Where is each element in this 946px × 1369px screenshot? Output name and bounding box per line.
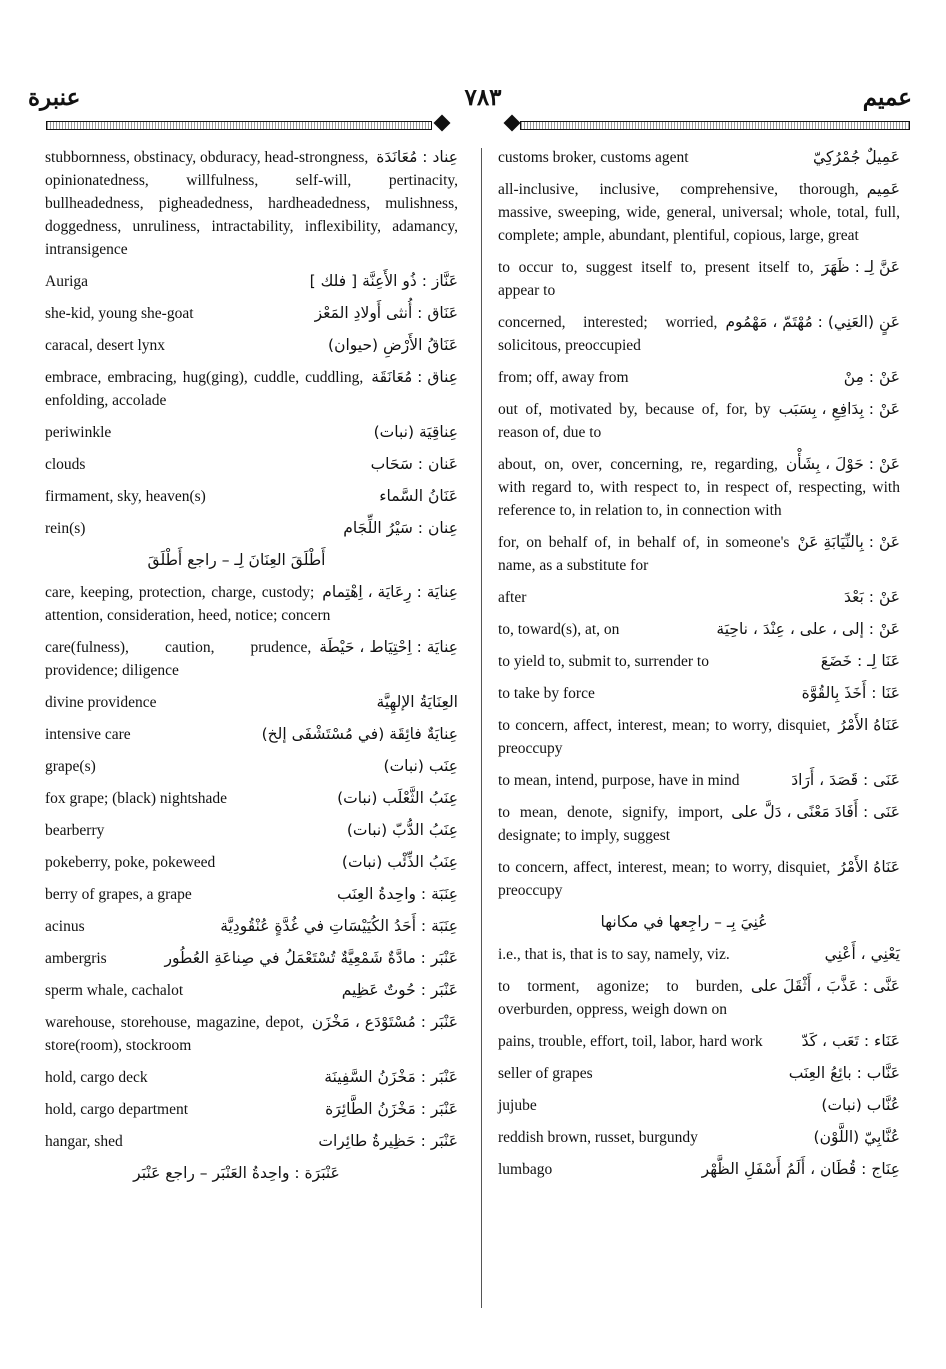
- arabic-headword: أَطْلَقَ العِنَانَ لِـ – راجع أَطْلَقَ: [147, 551, 326, 569]
- arabic-headword: عِناقِيَة (نبات): [373, 423, 458, 441]
- arabic-headword: عِنايَة : رِعَايَة ، اِهْتِمام: [322, 583, 458, 601]
- arabic-headword: عِناق : مُعَانَقَة: [371, 368, 458, 386]
- dictionary-entry: [45, 421, 458, 444]
- dictionary-entry: [498, 769, 900, 792]
- english-definition: hold, cargo deck: [45, 1069, 148, 1086]
- english-definition: out of, motivated by, because of, for, by reason of, due to: [498, 401, 771, 441]
- english-definition: to concern, affect, interest, mean; to worry, disquiet, preoccupy: [498, 859, 831, 899]
- header-right-guide-word: عميم: [862, 84, 912, 111]
- dictionary-entry: [45, 270, 458, 293]
- english-definition: acinus: [45, 918, 85, 935]
- header-rule-right: [520, 121, 910, 130]
- english-definition: fox grape; (black) nightshade: [45, 790, 228, 807]
- arabic-headword: عَنَّى : عَذَّبَ ، أَثْقَلَ على: [750, 977, 900, 995]
- english-definition: to torment, agonize; to burden, overburden, oppress, weigh down on: [498, 978, 743, 1018]
- arabic-headword: يَعْنِي ، أَعْنِي: [824, 945, 900, 963]
- arabic-headword: عَنْ : حَوْلَ ، بِشَأْن: [785, 455, 900, 473]
- dictionary-entry: [45, 851, 458, 874]
- arabic-headword: عَنْبَر : مادَّةٌ شَمْعِيَّةٌ تُسْتَعْمَلُ في صِناعَةِ العُطُور: [164, 949, 458, 967]
- english-definition: i.e., that is, that is to say, namely, viz.: [498, 946, 730, 963]
- arabic-headword: العِنَايَةُ الإلهِيَّة: [376, 693, 458, 711]
- arabic-headword: عَنْبَر : مُسْتَوْدَع ، مَخْزَن: [311, 1013, 458, 1031]
- dictionary-entry: [498, 1030, 900, 1053]
- arabic-headword: عَنْ : بِدَافِعِ ، بِسَبَب: [778, 400, 900, 418]
- english-definition: embrace, embracing, hug(ging), cuddle, cuddling, enfolding, accolade: [45, 369, 364, 409]
- arabic-headword: عَنْ : بِالنِّيَابَةِ عَنْ: [797, 533, 900, 551]
- dictionary-entry: [45, 947, 458, 970]
- dictionary-entry: [498, 311, 900, 357]
- arabic-headword: عَنَاهُ الأَمْرُ: [838, 858, 900, 876]
- english-definition: to concern, affect, interest, mean; to worry, disquiet, preoccupy: [498, 717, 831, 757]
- dictionary-entry: [45, 1162, 458, 1185]
- arabic-headword: عَنَا لِـ : خَضَعَ: [820, 652, 900, 670]
- dictionary-entry: [498, 146, 900, 169]
- english-definition: to, toward(s), at, on: [498, 621, 620, 638]
- english-definition: pains, trouble, effort, toil, labor, hard work: [498, 1033, 763, 1050]
- dictionary-entry: [45, 1130, 458, 1153]
- dictionary-entry: [498, 256, 900, 302]
- right-column: [498, 146, 900, 1190]
- arabic-headword: عَنْبَر : مَخْزَنُ الطَّائِرَة: [325, 1100, 458, 1118]
- header-ornament-right: [504, 115, 521, 132]
- left-column: [45, 146, 458, 1194]
- dictionary-entry: [45, 366, 458, 412]
- arabic-headword: عِنَبُ الدُّبّ (نبات): [346, 821, 458, 839]
- arabic-headword: عَمِيم: [866, 180, 900, 198]
- arabic-headword: عَنْبَرَة : واحِدةُ العَنْبَر – راجع عَنْبَر: [133, 1164, 340, 1182]
- english-definition: bearberry: [45, 822, 105, 839]
- dictionary-entry: [498, 801, 900, 847]
- arabic-headword: عَنَاق : أُنثى أَولادِ المَعْز: [314, 304, 458, 322]
- dictionary-entry: [498, 975, 900, 1021]
- dictionary-entry: [45, 755, 458, 778]
- arabic-headword: عِناد : مُعَانَدَة: [376, 148, 458, 166]
- english-definition: to occur to, suggest itself to, present itself to, appear to: [498, 259, 814, 299]
- dictionary-entry: [498, 1062, 900, 1085]
- dictionary-entry: [498, 911, 900, 934]
- english-definition: warehouse, storehouse, magazine, depot, store(room), stockroom: [45, 1014, 304, 1054]
- arabic-headword: عَنَانُ السَّماء: [379, 487, 458, 505]
- english-definition: hangar, shed: [45, 1133, 123, 1150]
- dictionary-entry: [498, 1094, 900, 1117]
- arabic-headword: عَنْبَر : حُوتٌ عَظِيم: [341, 981, 458, 999]
- dictionary-entry: [45, 1011, 458, 1057]
- arabic-headword: عِنَبَة : أَحَدُ الكُيَيْسَاتِ في غُدَّةٍ عُنْقُودِيَّة: [220, 917, 458, 935]
- english-definition: divine providence: [45, 694, 157, 711]
- english-definition: firmament, sky, heaven(s): [45, 488, 206, 505]
- dictionary-entry: [45, 787, 458, 810]
- dictionary-entry: [45, 691, 458, 714]
- english-definition: lumbago: [498, 1161, 553, 1178]
- arabic-headword: عِنَاج : قُطَان ، أَلَمُ أَسْفَلِ الظَّهْر: [701, 1160, 900, 1178]
- header-left-guide-word: عنبرة: [28, 84, 81, 111]
- arabic-headword: عَنْ : بَعْدَ: [843, 588, 900, 606]
- dictionary-entry: [498, 1158, 900, 1181]
- dictionary-entry: [498, 682, 900, 705]
- english-definition: care, keeping, protection, charge, custody; attention, consideration, heed, notice; concern: [45, 584, 331, 624]
- arabic-headword: عِنان : سَيْرُ اللِّجَام: [343, 519, 458, 537]
- dictionary-entry: [498, 943, 900, 966]
- dictionary-entry: [498, 366, 900, 389]
- dictionary-entry: [498, 714, 900, 760]
- dictionary-entry: [498, 586, 900, 609]
- dictionary-entry: [498, 531, 900, 577]
- english-definition: after: [498, 589, 527, 606]
- arabic-headword: عُنِيَ بِـ – راجِعها في مكانها: [600, 913, 768, 931]
- dictionary-entry: [45, 636, 458, 682]
- arabic-headword: عَنَى : قَصَدَ ، أَرَادَ: [791, 771, 900, 789]
- english-definition: to take by force: [498, 685, 595, 702]
- arabic-headword: عَنَى : أَفَادَ مَعْنًى ، دَلَّ على: [731, 803, 900, 821]
- dictionary-entry: [45, 485, 458, 508]
- english-definition: customs broker, customs agent: [498, 149, 689, 166]
- dictionary-entry: [498, 1126, 900, 1149]
- english-definition: intensive care: [45, 726, 131, 743]
- english-definition: to yield to, submit to, surrender to: [498, 653, 709, 670]
- dictionary-entry: [45, 549, 458, 572]
- english-definition: rein(s): [45, 520, 86, 537]
- dictionary-entry: [45, 723, 458, 746]
- arabic-headword: عِنَب (نبات): [383, 757, 458, 775]
- english-definition: sperm whale, cachalot: [45, 982, 184, 999]
- arabic-headword: عِنَبَة : واحِدةُ العِنَب: [337, 885, 458, 903]
- header-rule-left: [46, 121, 432, 130]
- dictionary-entry: [45, 979, 458, 1002]
- dictionary-entry: [45, 581, 458, 627]
- arabic-headword: عِنَبُ الثَّعْلَب (نبات): [337, 789, 458, 807]
- dictionary-entry: [498, 856, 900, 902]
- arabic-headword: عَنَاهُ الأَمْرُ: [838, 716, 900, 734]
- english-definition: jujube: [498, 1097, 537, 1114]
- arabic-headword: عَنَاقُ الأَرْضِ (حيوان): [328, 336, 458, 354]
- arabic-headword: عِنَبُ الذِّئْب (نبات): [341, 853, 458, 871]
- english-definition: care(fulness), caution, prudence, providence; diligence: [45, 639, 312, 679]
- column-divider: [481, 148, 482, 1308]
- arabic-headword: عَنٍ (العَنِي) : مُهْتَمّ ، مَهْمُوم: [725, 313, 900, 331]
- arabic-headword: عَنْبَر : حَظِيرةُ طائِرات: [318, 1132, 458, 1150]
- english-definition: pokeberry, poke, pokeweed: [45, 854, 216, 871]
- header-ornament-left: [434, 115, 451, 132]
- english-definition: concerned, interested; worried, solicitous, preoccupied: [498, 314, 718, 354]
- page-number: ٧٨٣: [464, 84, 502, 111]
- english-definition: Auriga: [45, 273, 89, 290]
- arabic-headword: عَنْ : مِنْ: [843, 368, 900, 386]
- dictionary-entry: [498, 650, 900, 673]
- dictionary-entry: [45, 915, 458, 938]
- arabic-headword: عَنان : سَحَاب: [370, 455, 458, 473]
- dictionary-entry: [498, 178, 900, 247]
- arabic-headword: عُنَّابِيّ (اللَّوْن): [813, 1128, 900, 1146]
- arabic-headword: عِنايَةٌ فائِقَة (في مُسْتَشْفَى إلخ): [261, 725, 458, 743]
- arabic-headword: عَنَاء : تَعَب ، كَدّ: [801, 1032, 900, 1050]
- english-definition: hold, cargo department: [45, 1101, 189, 1118]
- english-definition: she-kid, young she-goat: [45, 305, 194, 322]
- english-definition: all-inclusive, inclusive, comprehensive, thorough, massive, sweeping, wide, general, universal; whole, total, full, complete; ample, abundant, plentiful, copious, large, great: [498, 181, 900, 244]
- arabic-headword: عَنَّ لِـ : ظَهَرَ: [821, 258, 900, 276]
- dictionary-entry: [45, 146, 458, 261]
- dictionary-entry: [45, 302, 458, 325]
- english-definition: periwinkle: [45, 424, 112, 441]
- english-definition: to mean, denote, signify, import, designate; to imply, suggest: [498, 804, 724, 844]
- english-definition: reddish brown, russet, burgundy: [498, 1129, 698, 1146]
- english-definition: stubbornness, obstinacy, obduracy, head-strongness, opinionatedness, willfulness, self-will, pertinacity, bullheadedness, pigheadedness, hardheadedness, mulishness, doggedness, unruliness, intractability, inflexibility, adamancy, intransigence: [45, 149, 458, 258]
- english-definition: berry of grapes, a grape: [45, 886, 192, 903]
- english-definition: caracal, desert lynx: [45, 337, 166, 354]
- arabic-headword: عَنَّاب : بائِعُ العِنَب: [788, 1064, 900, 1082]
- dictionary-entry: [45, 1066, 458, 1089]
- arabic-headword: عَنَا : أَخَذَ بِالقُوَّة: [801, 684, 900, 702]
- dictionary-entry: [45, 819, 458, 842]
- dictionary-entry: [45, 334, 458, 357]
- english-definition: ambergris: [45, 950, 107, 967]
- dictionary-entry: [45, 883, 458, 906]
- dictionary-entry: [498, 453, 900, 522]
- english-definition: for, on behalf of, in behalf of, in someone's name, as a substitute for: [498, 534, 790, 574]
- english-definition: about, on, over, concerning, re, regarding, with regard to, with respect to, in respect of, respecting, with reference to, in relation to, in connection with: [498, 456, 900, 519]
- arabic-headword: عَمِيلٌ جُمْرُكِيّ: [813, 148, 900, 166]
- english-definition: clouds: [45, 456, 86, 473]
- dictionary-entry: [45, 453, 458, 476]
- dictionary-entry: [45, 1098, 458, 1121]
- english-definition: seller of grapes: [498, 1065, 593, 1082]
- arabic-headword: عِنايَة : اِحْتِيَاط ، حَيْطَة: [319, 638, 458, 656]
- english-definition: grape(s): [45, 758, 96, 775]
- arabic-headword: عَنَّاز : ذُو الأَعِنَّة [ فلك ]: [309, 272, 458, 290]
- arabic-headword: عَنْ : إلى ، على ، عِنْدَ ، ناحِيَة: [716, 620, 900, 638]
- dictionary-entry: [45, 517, 458, 540]
- arabic-headword: عَنْبَر : مَخْزَنُ السَّفِينَة: [324, 1068, 458, 1086]
- dictionary-entry: [498, 618, 900, 641]
- english-definition: from; off, away from: [498, 369, 629, 386]
- english-definition: to mean, intend, purpose, have in mind: [498, 772, 740, 789]
- arabic-headword: عُنَّاب (نبات): [821, 1096, 900, 1114]
- dictionary-entry: [498, 398, 900, 444]
